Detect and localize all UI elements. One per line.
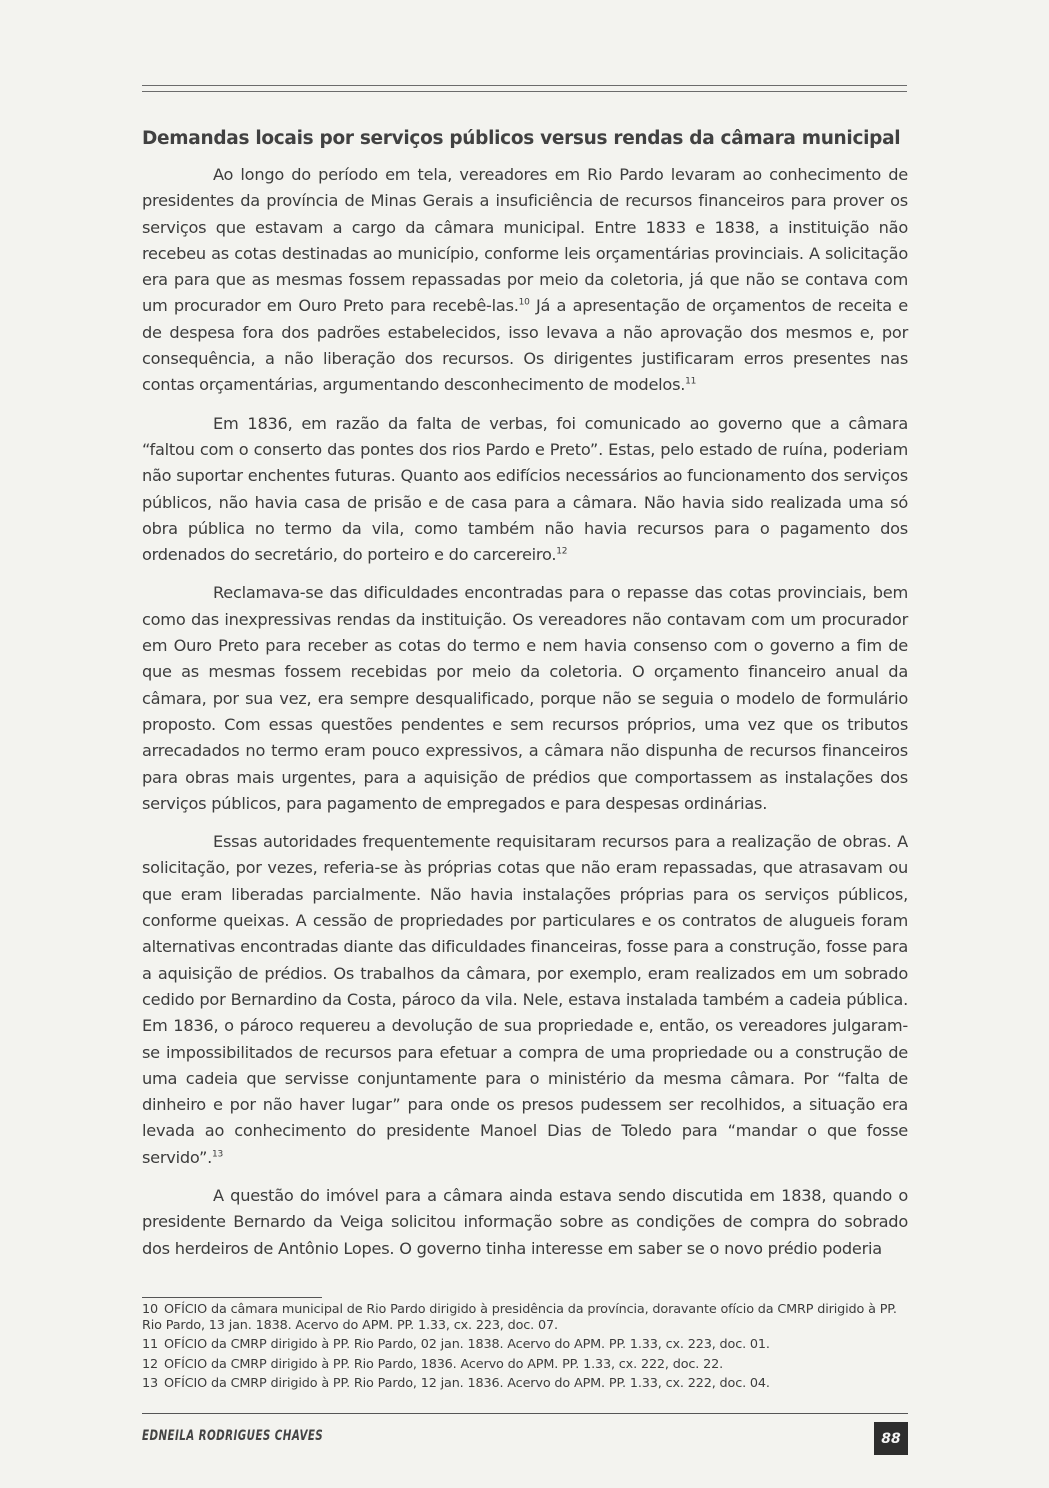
page-number: 88	[874, 1422, 908, 1455]
footnote-ref-11[interactable]: 11	[685, 376, 697, 387]
footnote-number: 10	[142, 1302, 158, 1317]
paragraph-4	[142, 829, 908, 1171]
header-double-rule	[142, 85, 907, 92]
footnote-number: 13	[142, 1375, 158, 1391]
paragraph-text: Reclamava-se das dificuldades encontradas para o repasse das cotas provinciais, bem como das inexpressivas rendas da instituição. Os vereadores não contavam com um procurador em Ouro Preto para receber as cotas do termo e nem havia consenso com o governo a fim de que as mesmas fossem recebidas por meio da coletoria. O orçamento financeiro anual da câmara, por sua vez, era sempre desqualificado, porque não se seguia o modelo de formulário proposto. Com essas questões pendentes e sem recursos próprios, uma vez que os tributos arrecadados no termo eram pouco expressivos, a câmara não dispunha de recursos financeiros para obras mais urgentes, para a aquisição de prédios que comportassem as instalações dos serviços públicos, para pagamento de empregados e para despesas ordinárias.	[142, 583, 908, 813]
paragraph-text: Ao longo do período em tela, vereadores em Rio Pardo levaram ao conhecimento de presidentes da província de Minas Gerais a insuficiência de recursos financeiros para prover os serviços que estavam a cargo da câmara municipal. Entre 1833 e 1838, a instituição não recebeu as cotas destinadas ao município, conforme leis orçamentárias provinciais. A solicitação era para que as mesmas fossem repassadas por meio da coletoria, já que não se contava com um procurador em Ouro Preto para recebê-las.	[142, 165, 908, 316]
footnote-divider	[142, 1297, 322, 1298]
footnotes	[142, 1302, 908, 1395]
footnote-number: 12	[142, 1356, 158, 1372]
paragraph-1	[142, 162, 908, 399]
footnote-text: OFÍCIO da CMRP dirigido à PP. Rio Pardo, 1836. Acervo do APM. PP. 1.33, cx. 222, doc. 22.	[163, 1356, 724, 1372]
main-content	[142, 128, 908, 1274]
footnote-12	[142, 1357, 908, 1373]
footer-rule	[142, 1413, 908, 1414]
footnote-13	[142, 1376, 908, 1392]
footer-author: EDNEILA RODRIGUES CHAVES	[142, 1428, 324, 1444]
paragraph-text: Essas autoridades frequentemente requisitaram recursos para a realização de obras. A solicitação, por vezes, referia-se às próprias cotas que não eram repassadas, que atrasavam ou que eram liberadas parcialmente. Não havia instalações próprias para os serviços públicos, conforme queixas. A cessão de propriedades por particulares e os contratos de alugueis foram alternativas encontradas diante das dificuldades financeiras, fosse para a construção, fosse para a aquisição de prédios. Os trabalhos da câmara, por exemplo, eram realizados em um sobrado cedido por Bernardino da Costa, pároco da vila. Nele, estava instalada também a cadeia pública. Em 1836, o pároco requereu a devolução de sua propriedade e, então, os vereadores julgaram-se impossibilitados de recursos para efetuar a compra de uma propriedade ou a construção de uma cadeia que servisse conjuntamente para o ministério da mesma câmara. Por “falta de dinheiro e por não haver lugar” para onde os presos pudessem ser recolhidos, a situação era levada ao conhecimento do presidente Manoel Dias de Toledo para “mandar o que fosse servido”.	[142, 832, 908, 1167]
footnote-text: OFÍCIO da câmara municipal de Rio Pardo dirigido à presidência da província, doravante ofício da CMRP dirigido à PP. Rio Pardo, 13 jan. 1838. Acervo do APM. PP. 1.33, cx. 223, doc. 07.	[142, 1302, 897, 1334]
footnote-text: OFÍCIO da CMRP dirigido à PP. Rio Pardo, 02 jan. 1838. Acervo do APM. PP. 1.33, cx. 223, doc. 01.	[163, 1337, 770, 1353]
paragraph-2	[142, 411, 908, 569]
paragraph-text: A questão do imóvel para a câmara ainda estava sendo discutida em 1838, quando o presidente Bernardo da Veiga solicitou informação sobre as condições de compra do sobrado dos herdeiros de Antônio Lopes. O governo tinha interesse em saber se o novo prédio poderia	[142, 1185, 908, 1258]
footnote-number: 11	[142, 1337, 158, 1353]
paragraph-text: Em 1836, em razão da falta de verbas, foi comunicado ao governo que a câmara “faltou com o conserto das pontes dos rios Pardo e Preto”. Estas, pelo estado de ruína, poderiam não suportar enchentes futuras. Quanto aos edifícios necessários ao funcionamento dos serviços públicos, não havia casa de prisão e de casa para a câmara. Não havia sido realizada uma só obra pública no termo da vila, como também não havia recursos para o pagamento dos ordenados do secretário, do porteiro e do carcereiro.	[142, 413, 908, 565]
footnote-11	[142, 1337, 908, 1353]
paragraph-5	[142, 1183, 908, 1262]
section-heading: Demandas locais por serviços públicos versus rendas da câmara municipal	[142, 128, 901, 149]
footnote-10	[142, 1302, 908, 1334]
footnote-ref-12[interactable]: 12	[556, 546, 568, 557]
paragraph-text: Já a apresentação de orçamentos de receita e de despesa fora dos padrões estabelecidos, isso levava a não aprovação dos mesmos e, por consequência, a não liberação dos recursos. Os dirigentes justificaram erros presentes nas contas orçamentárias, argumentando desconhecimento de modelos.	[142, 296, 908, 395]
footnote-ref-10[interactable]: 10	[518, 298, 530, 309]
footnote-ref-13[interactable]: 13	[212, 1149, 223, 1160]
footnote-text: OFÍCIO da CMRP dirigido à PP. Rio Pardo, 12 jan. 1836. Acervo do APM. PP. 1.33, cx. 222, doc. 04.	[163, 1375, 770, 1391]
paragraph-3	[142, 580, 908, 817]
